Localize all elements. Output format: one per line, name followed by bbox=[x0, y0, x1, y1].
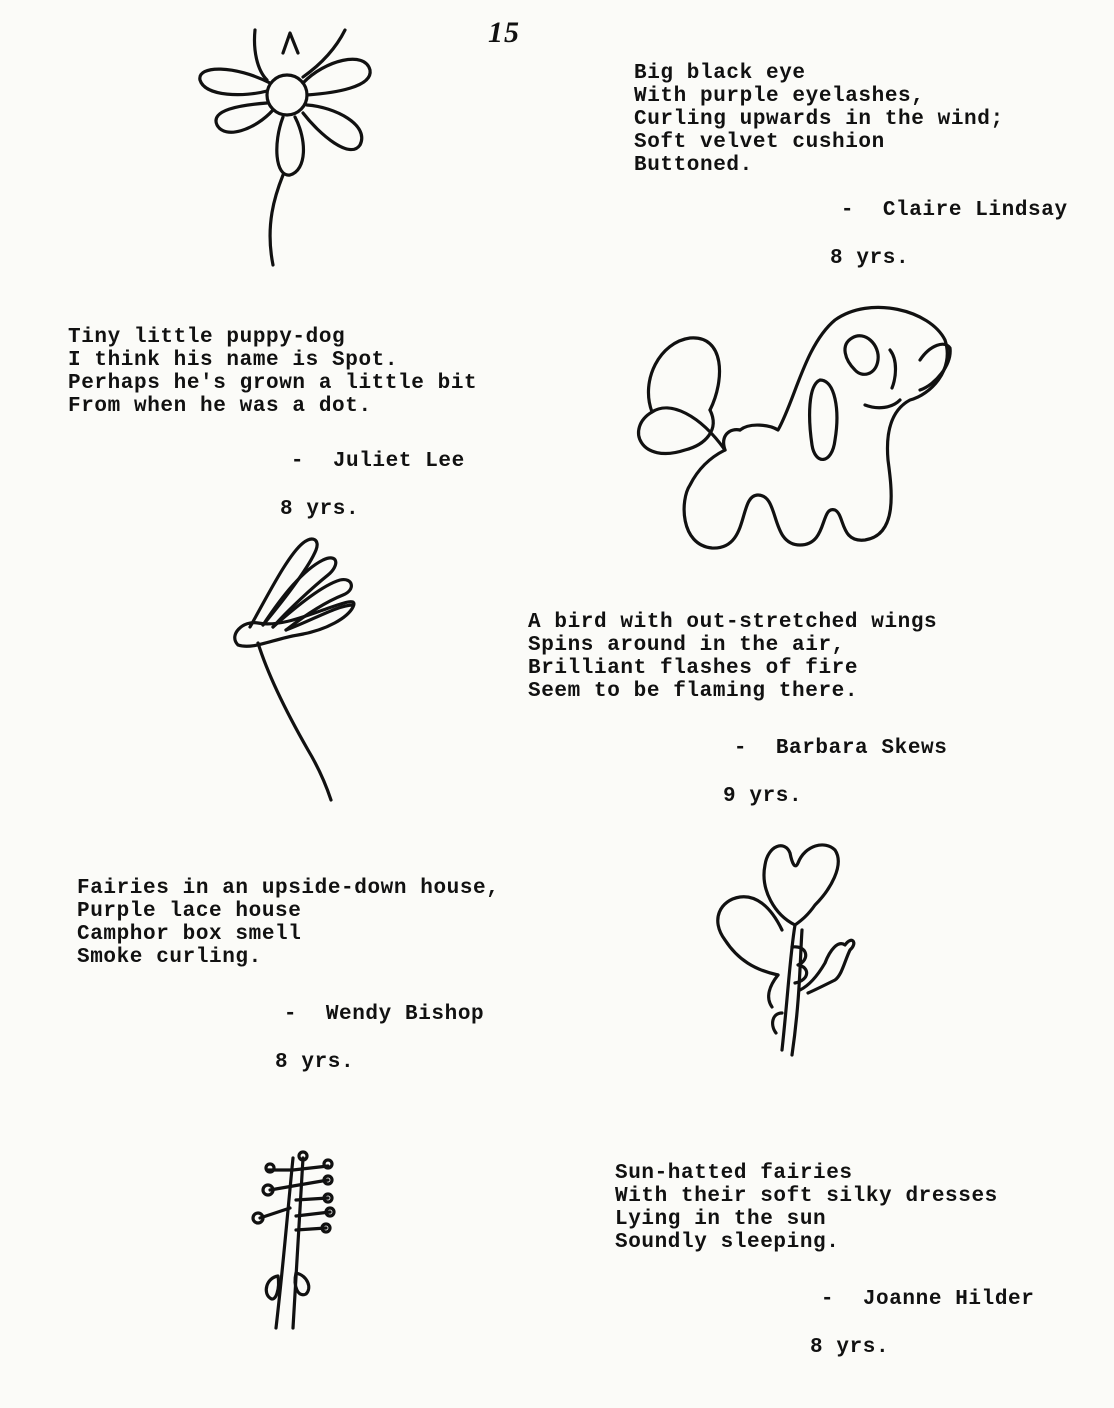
poem-line: Perhaps he's grown a little bit bbox=[68, 372, 478, 395]
flowering-branch-icon bbox=[710, 835, 860, 1060]
poem-line: Curling upwards in the wind; bbox=[634, 108, 1004, 131]
poem-line: A bird with out-stretched wings bbox=[528, 611, 938, 634]
author-name: Claire Lindsay bbox=[882, 199, 1068, 222]
credit-dash: - bbox=[290, 450, 305, 473]
poem-line: Big black eye bbox=[634, 62, 806, 85]
credit-dash: - bbox=[283, 1003, 298, 1026]
poem-line: Camphor box smell bbox=[77, 923, 302, 946]
author-age: 8 yrs. bbox=[830, 247, 910, 270]
poem-joanne-hilder bbox=[615, 1162, 1034, 1408]
poem-barbara-skews bbox=[528, 611, 947, 857]
poem-line: With their soft silky dresses bbox=[615, 1185, 998, 1208]
poem-line: Spins around in the air, bbox=[528, 634, 845, 657]
poem-lines bbox=[615, 1162, 1034, 1254]
poem-lines bbox=[634, 62, 1068, 177]
poem-claire-lindsay bbox=[634, 62, 1068, 319]
poem-credit bbox=[768, 1264, 1034, 1408]
page-number: 15 bbox=[488, 16, 520, 49]
poem-line: Purple lace house bbox=[77, 900, 302, 923]
author-age: 8 yrs. bbox=[810, 1336, 890, 1359]
author-age: 8 yrs. bbox=[275, 1051, 355, 1074]
author-name: Juliet Lee bbox=[332, 450, 465, 473]
poem-credit bbox=[788, 175, 1068, 319]
author-age: 9 yrs. bbox=[723, 785, 803, 808]
stem-bud-icon bbox=[248, 1148, 343, 1338]
author-age: 8 yrs. bbox=[280, 498, 360, 521]
poem-line: Brilliant flashes of fire bbox=[528, 657, 859, 680]
poem-lines bbox=[68, 326, 477, 418]
poem-line: Lying in the sun bbox=[615, 1208, 827, 1231]
puppy-dog-icon bbox=[630, 300, 955, 565]
credit-dash: - bbox=[840, 199, 855, 222]
poem-line: Smoke curling. bbox=[77, 946, 262, 969]
daisy-flower-icon bbox=[195, 25, 380, 270]
poem-line: I think his name is Spot. bbox=[68, 349, 399, 372]
poem-line: With purple eyelashes, bbox=[634, 85, 925, 108]
author-name: Joanne Hilder bbox=[862, 1288, 1035, 1311]
author-name: Wendy Bishop bbox=[325, 1003, 485, 1026]
poem-wendy-bishop bbox=[77, 877, 499, 1123]
poem-line: Fairies in an upside-down house, bbox=[77, 877, 500, 900]
poem-line: Buttoned. bbox=[634, 154, 753, 177]
poem-lines bbox=[528, 611, 947, 703]
fan-flower-icon bbox=[228, 535, 363, 805]
poem-line: Soft velvet cushion bbox=[634, 131, 885, 154]
poem-credit bbox=[231, 979, 499, 1123]
poem-juliet-lee bbox=[68, 326, 477, 570]
poem-lines bbox=[77, 877, 499, 969]
poem-line: Tiny little puppy-dog bbox=[68, 326, 346, 349]
author-name: Barbara Skews bbox=[775, 737, 948, 760]
poem-line: Sun-hatted fairies bbox=[615, 1162, 853, 1185]
poem-line: From when he was a dot. bbox=[68, 395, 372, 418]
credit-dash: - bbox=[820, 1288, 835, 1311]
poem-line: Soundly sleeping. bbox=[615, 1231, 840, 1254]
credit-dash: - bbox=[733, 737, 748, 760]
poem-line: Seem to be flaming there. bbox=[528, 680, 859, 703]
